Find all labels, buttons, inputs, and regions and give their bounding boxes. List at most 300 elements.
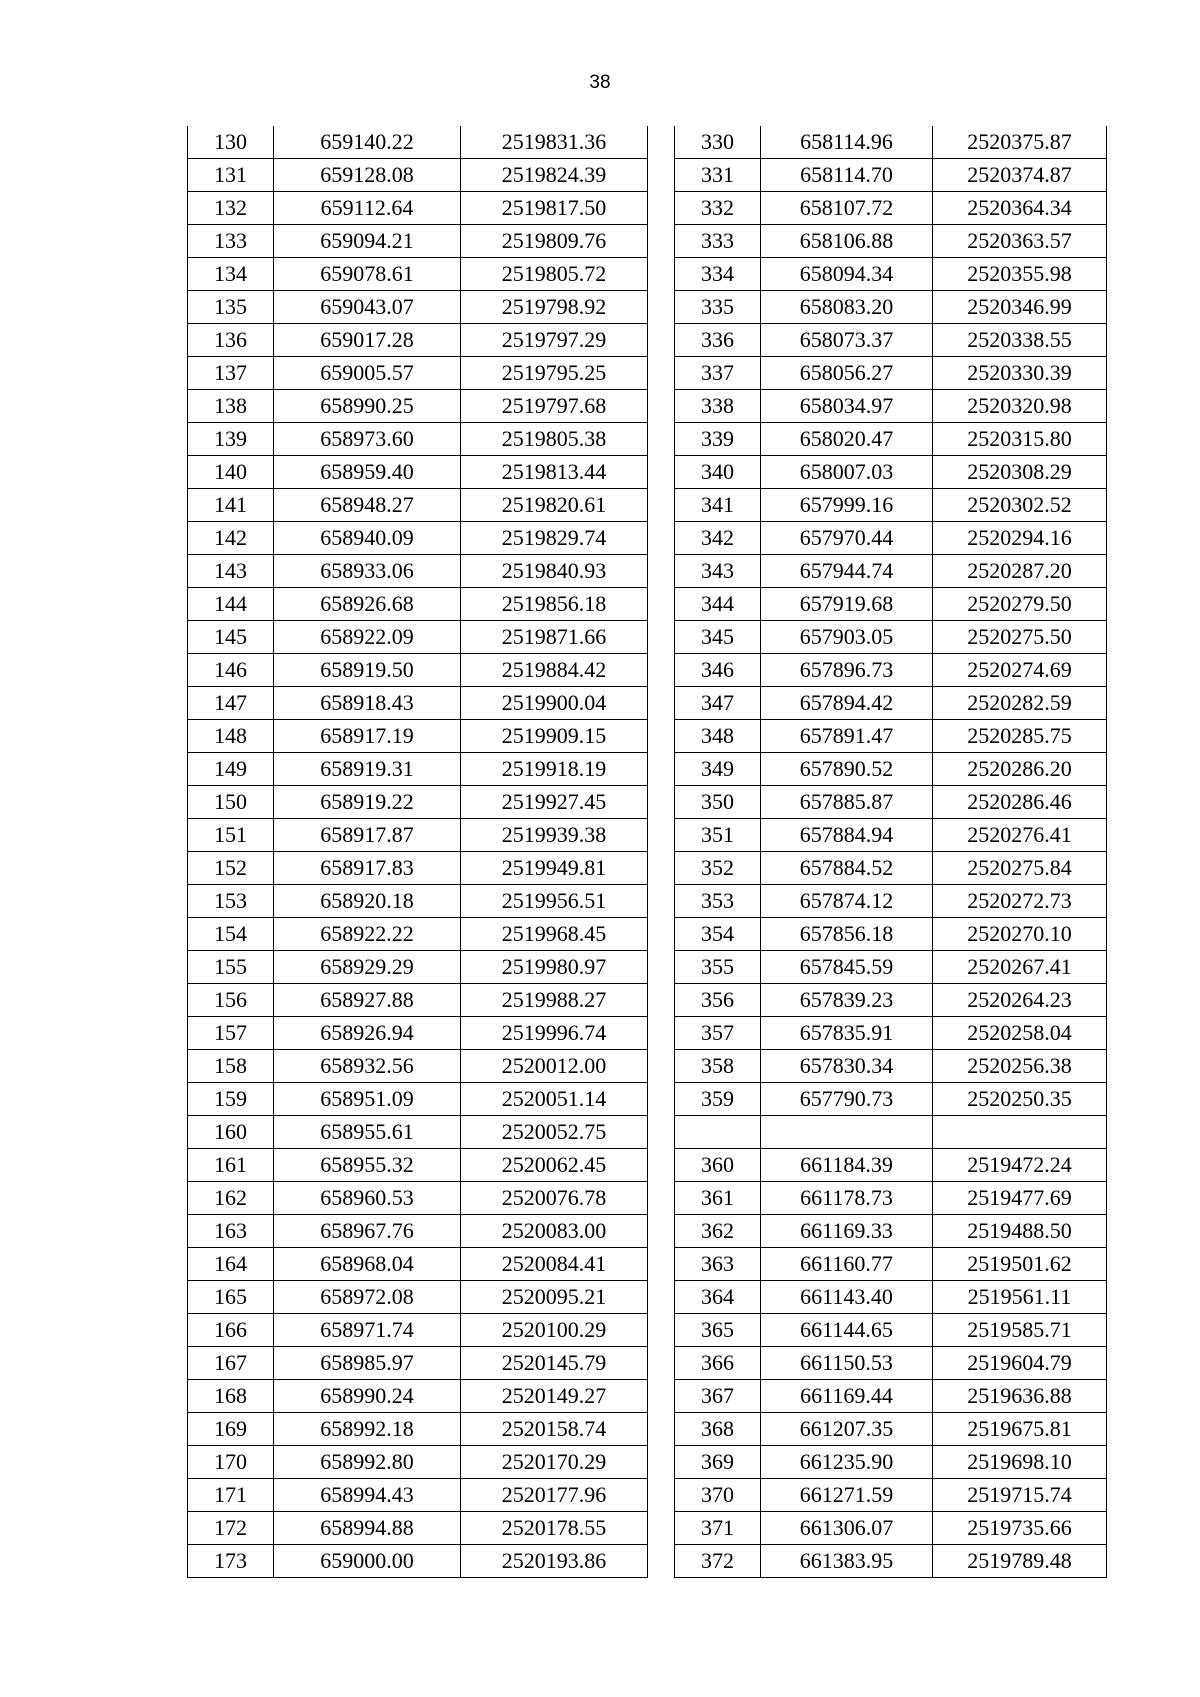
point-number-cell: 337	[675, 357, 761, 390]
y-coordinate-cell: 2520279.50	[933, 588, 1107, 621]
y-coordinate-cell	[933, 1116, 1107, 1149]
table-row	[675, 522, 1107, 555]
x-coordinate-cell: 661144.65	[761, 1314, 933, 1347]
y-coordinate-cell: 2519909.15	[461, 720, 648, 753]
y-coordinate-cell: 2519797.68	[461, 390, 648, 423]
x-coordinate-cell: 658955.32	[274, 1149, 461, 1182]
x-coordinate-cell: 658917.87	[274, 819, 461, 852]
y-coordinate-cell: 2520308.29	[933, 456, 1107, 489]
x-coordinate-cell: 658959.40	[274, 456, 461, 489]
x-coordinate-cell: 661306.07	[761, 1512, 933, 1545]
y-coordinate-cell: 2520315.80	[933, 423, 1107, 456]
x-coordinate-cell: 658926.68	[274, 588, 461, 621]
point-number-cell: 157	[188, 1017, 274, 1050]
table-row	[675, 1347, 1107, 1380]
point-number-cell: 330	[675, 126, 761, 159]
x-coordinate-cell: 659140.22	[274, 126, 461, 159]
coordinate-table-right	[674, 126, 1107, 1578]
x-coordinate-cell: 659017.28	[274, 324, 461, 357]
y-coordinate-cell: 2519871.66	[461, 621, 648, 654]
point-number-cell	[675, 1116, 761, 1149]
point-number-cell: 130	[188, 126, 274, 159]
y-coordinate-cell: 2519996.74	[461, 1017, 648, 1050]
table-row	[188, 258, 648, 291]
table-row	[188, 819, 648, 852]
point-number-cell: 137	[188, 357, 274, 390]
table-row	[188, 1050, 648, 1083]
y-coordinate-cell: 2519698.10	[933, 1446, 1107, 1479]
point-number-cell: 364	[675, 1281, 761, 1314]
y-coordinate-cell: 2519488.50	[933, 1215, 1107, 1248]
y-coordinate-cell: 2520302.52	[933, 489, 1107, 522]
point-number-cell: 173	[188, 1545, 274, 1578]
point-number-cell: 344	[675, 588, 761, 621]
x-coordinate-cell: 658919.31	[274, 753, 461, 786]
point-number-cell: 350	[675, 786, 761, 819]
y-coordinate-cell: 2520256.38	[933, 1050, 1107, 1083]
point-number-cell: 340	[675, 456, 761, 489]
y-coordinate-cell: 2520267.41	[933, 951, 1107, 984]
point-number-cell: 361	[675, 1182, 761, 1215]
table-row	[675, 1116, 1107, 1149]
point-number-cell: 354	[675, 918, 761, 951]
y-coordinate-cell: 2520076.78	[461, 1182, 648, 1215]
y-coordinate-cell: 2520149.27	[461, 1380, 648, 1413]
table-row	[188, 1215, 648, 1248]
y-coordinate-cell: 2519805.38	[461, 423, 648, 456]
x-coordinate-cell: 658106.88	[761, 225, 933, 258]
y-coordinate-cell: 2520270.10	[933, 918, 1107, 951]
table-row	[188, 192, 648, 225]
point-number-cell: 172	[188, 1512, 274, 1545]
point-number-cell: 165	[188, 1281, 274, 1314]
table-row	[675, 159, 1107, 192]
point-number-cell: 348	[675, 720, 761, 753]
point-number-cell: 136	[188, 324, 274, 357]
y-coordinate-cell: 2520274.69	[933, 654, 1107, 687]
x-coordinate-cell: 658973.60	[274, 423, 461, 456]
y-coordinate-cell: 2519820.61	[461, 489, 648, 522]
table-row	[188, 885, 648, 918]
point-number-cell: 367	[675, 1380, 761, 1413]
point-number-cell: 360	[675, 1149, 761, 1182]
x-coordinate-cell: 659128.08	[274, 159, 461, 192]
point-number-cell: 134	[188, 258, 274, 291]
x-coordinate-cell: 658948.27	[274, 489, 461, 522]
point-number-cell: 169	[188, 1413, 274, 1446]
y-coordinate-cell: 2520100.29	[461, 1314, 648, 1347]
y-coordinate-cell: 2520145.79	[461, 1347, 648, 1380]
x-coordinate-cell: 657845.59	[761, 951, 933, 984]
x-coordinate-cell	[761, 1116, 933, 1149]
x-coordinate-cell: 659005.57	[274, 357, 461, 390]
table-row	[188, 852, 648, 885]
table-row	[675, 555, 1107, 588]
table-row	[188, 1182, 648, 1215]
y-coordinate-cell: 2519789.48	[933, 1545, 1107, 1578]
x-coordinate-cell: 661169.33	[761, 1215, 933, 1248]
table-row	[675, 225, 1107, 258]
table-row	[675, 1149, 1107, 1182]
y-coordinate-cell: 2520346.99	[933, 291, 1107, 324]
table-row	[675, 291, 1107, 324]
point-number-cell: 368	[675, 1413, 761, 1446]
y-coordinate-cell: 2519918.19	[461, 753, 648, 786]
point-number-cell: 143	[188, 555, 274, 588]
y-coordinate-cell: 2520286.46	[933, 786, 1107, 819]
table-row	[675, 423, 1107, 456]
point-number-cell: 139	[188, 423, 274, 456]
x-coordinate-cell: 658967.76	[274, 1215, 461, 1248]
point-number-cell: 338	[675, 390, 761, 423]
point-number-cell: 148	[188, 720, 274, 753]
y-coordinate-cell: 2520177.96	[461, 1479, 648, 1512]
y-coordinate-cell: 2520258.04	[933, 1017, 1107, 1050]
point-number-cell: 164	[188, 1248, 274, 1281]
point-number-cell: 135	[188, 291, 274, 324]
table-row	[188, 522, 648, 555]
y-coordinate-cell: 2519949.81	[461, 852, 648, 885]
x-coordinate-cell: 661160.77	[761, 1248, 933, 1281]
y-coordinate-cell: 2520095.21	[461, 1281, 648, 1314]
y-coordinate-cell: 2520264.23	[933, 984, 1107, 1017]
point-number-cell: 335	[675, 291, 761, 324]
y-coordinate-cell: 2520276.41	[933, 819, 1107, 852]
point-number-cell: 331	[675, 159, 761, 192]
point-number-cell: 346	[675, 654, 761, 687]
y-coordinate-cell: 2520170.29	[461, 1446, 648, 1479]
y-coordinate-cell: 2520338.55	[933, 324, 1107, 357]
point-number-cell: 168	[188, 1380, 274, 1413]
table-row	[188, 1314, 648, 1347]
x-coordinate-cell: 661235.90	[761, 1446, 933, 1479]
table-row	[675, 192, 1107, 225]
page-number: 38	[589, 72, 611, 93]
x-coordinate-cell: 658990.24	[274, 1380, 461, 1413]
table-row	[675, 489, 1107, 522]
x-coordinate-cell: 658951.09	[274, 1083, 461, 1116]
y-coordinate-cell: 2520052.75	[461, 1116, 648, 1149]
table-row	[188, 390, 648, 423]
x-coordinate-cell: 661271.59	[761, 1479, 933, 1512]
table-row	[675, 885, 1107, 918]
table-row	[188, 621, 648, 654]
table-row	[188, 1479, 648, 1512]
x-coordinate-cell: 658919.22	[274, 786, 461, 819]
x-coordinate-cell: 659078.61	[274, 258, 461, 291]
point-number-cell: 334	[675, 258, 761, 291]
y-coordinate-cell: 2519798.92	[461, 291, 648, 324]
point-number-cell: 149	[188, 753, 274, 786]
point-number-cell: 333	[675, 225, 761, 258]
y-coordinate-cell: 2520158.74	[461, 1413, 648, 1446]
table-row	[188, 423, 648, 456]
x-coordinate-cell: 657944.74	[761, 555, 933, 588]
point-number-cell: 141	[188, 489, 274, 522]
y-coordinate-cell: 2520330.39	[933, 357, 1107, 390]
table-row	[188, 456, 648, 489]
table-row	[675, 357, 1107, 390]
point-number-cell: 342	[675, 522, 761, 555]
x-coordinate-cell: 658992.80	[274, 1446, 461, 1479]
table-row	[188, 1248, 648, 1281]
x-coordinate-cell: 658955.61	[274, 1116, 461, 1149]
y-coordinate-cell: 2520012.00	[461, 1050, 648, 1083]
table-row	[675, 951, 1107, 984]
x-coordinate-cell: 658990.25	[274, 390, 461, 423]
point-number-cell: 158	[188, 1050, 274, 1083]
table-row	[188, 1413, 648, 1446]
table-row	[188, 786, 648, 819]
x-coordinate-cell: 658932.56	[274, 1050, 461, 1083]
x-coordinate-cell: 658020.47	[761, 423, 933, 456]
x-coordinate-cell: 657874.12	[761, 885, 933, 918]
table-row	[188, 357, 648, 390]
point-number-cell: 132	[188, 192, 274, 225]
point-number-cell: 347	[675, 687, 761, 720]
table-row	[188, 291, 648, 324]
y-coordinate-cell: 2520363.57	[933, 225, 1107, 258]
x-coordinate-cell: 657830.34	[761, 1050, 933, 1083]
point-number-cell: 357	[675, 1017, 761, 1050]
y-coordinate-cell: 2519817.50	[461, 192, 648, 225]
table-row	[675, 621, 1107, 654]
table-row	[675, 1479, 1107, 1512]
y-coordinate-cell: 2519715.74	[933, 1479, 1107, 1512]
table-row	[675, 588, 1107, 621]
table-row	[188, 1083, 648, 1116]
x-coordinate-cell: 661169.44	[761, 1380, 933, 1413]
point-number-cell: 145	[188, 621, 274, 654]
y-coordinate-cell: 2519980.97	[461, 951, 648, 984]
x-coordinate-cell: 659094.21	[274, 225, 461, 258]
y-coordinate-cell: 2519939.38	[461, 819, 648, 852]
coordinate-table-left	[187, 126, 648, 1578]
y-coordinate-cell: 2519797.29	[461, 324, 648, 357]
point-number-cell: 370	[675, 1479, 761, 1512]
point-number-cell: 156	[188, 984, 274, 1017]
point-number-cell: 155	[188, 951, 274, 984]
point-number-cell: 359	[675, 1083, 761, 1116]
table-row	[675, 984, 1107, 1017]
table-row	[675, 852, 1107, 885]
x-coordinate-cell: 657891.47	[761, 720, 933, 753]
x-coordinate-cell: 658114.96	[761, 126, 933, 159]
point-number-cell: 147	[188, 687, 274, 720]
point-number-cell: 358	[675, 1050, 761, 1083]
y-coordinate-cell: 2519956.51	[461, 885, 648, 918]
y-coordinate-cell: 2520282.59	[933, 687, 1107, 720]
table-row	[188, 324, 648, 357]
table-row	[675, 819, 1107, 852]
table-row	[675, 1017, 1107, 1050]
x-coordinate-cell: 657885.87	[761, 786, 933, 819]
x-coordinate-cell: 657970.44	[761, 522, 933, 555]
x-coordinate-cell: 658922.22	[274, 918, 461, 951]
point-number-cell: 161	[188, 1149, 274, 1182]
x-coordinate-cell: 658094.34	[761, 258, 933, 291]
x-coordinate-cell: 661207.35	[761, 1413, 933, 1446]
table-row	[188, 1347, 648, 1380]
y-coordinate-cell: 2519988.27	[461, 984, 648, 1017]
table-row	[188, 159, 648, 192]
y-coordinate-cell: 2520294.16	[933, 522, 1107, 555]
y-coordinate-cell: 2519831.36	[461, 126, 648, 159]
table-row	[188, 918, 648, 951]
point-number-cell: 351	[675, 819, 761, 852]
y-coordinate-cell: 2519561.11	[933, 1281, 1107, 1314]
y-coordinate-cell: 2519675.81	[933, 1413, 1107, 1446]
y-coordinate-cell: 2519900.04	[461, 687, 648, 720]
y-coordinate-cell: 2519604.79	[933, 1347, 1107, 1380]
x-coordinate-cell: 658918.43	[274, 687, 461, 720]
x-coordinate-cell: 658917.83	[274, 852, 461, 885]
point-number-cell: 341	[675, 489, 761, 522]
x-coordinate-cell: 658073.37	[761, 324, 933, 357]
point-number-cell: 138	[188, 390, 274, 423]
y-coordinate-cell: 2519501.62	[933, 1248, 1107, 1281]
x-coordinate-cell: 659043.07	[274, 291, 461, 324]
table-row	[188, 489, 648, 522]
point-number-cell: 153	[188, 885, 274, 918]
point-number-cell: 163	[188, 1215, 274, 1248]
y-coordinate-cell: 2520355.98	[933, 258, 1107, 291]
x-coordinate-cell: 657856.18	[761, 918, 933, 951]
x-coordinate-cell: 661143.40	[761, 1281, 933, 1314]
table-row	[675, 390, 1107, 423]
table-row	[188, 1545, 648, 1578]
x-coordinate-cell: 658933.06	[274, 555, 461, 588]
y-coordinate-cell: 2520320.98	[933, 390, 1107, 423]
table-row	[188, 1281, 648, 1314]
x-coordinate-cell: 658920.18	[274, 885, 461, 918]
y-coordinate-cell: 2519968.45	[461, 918, 648, 951]
point-number-cell: 166	[188, 1314, 274, 1347]
table-row	[188, 225, 648, 258]
x-coordinate-cell: 658107.72	[761, 192, 933, 225]
y-coordinate-cell: 2520178.55	[461, 1512, 648, 1545]
table-row	[675, 1380, 1107, 1413]
x-coordinate-cell: 657884.94	[761, 819, 933, 852]
x-coordinate-cell: 658083.20	[761, 291, 933, 324]
x-coordinate-cell: 658056.27	[761, 357, 933, 390]
table-row	[188, 126, 648, 159]
y-coordinate-cell: 2520374.87	[933, 159, 1107, 192]
x-coordinate-cell: 657896.73	[761, 654, 933, 687]
point-number-cell: 162	[188, 1182, 274, 1215]
table-row	[188, 1512, 648, 1545]
table-row	[675, 1446, 1107, 1479]
x-coordinate-cell: 658926.94	[274, 1017, 461, 1050]
table-row	[675, 720, 1107, 753]
table-row	[675, 1281, 1107, 1314]
x-coordinate-cell: 658007.03	[761, 456, 933, 489]
y-coordinate-cell: 2520250.35	[933, 1083, 1107, 1116]
point-number-cell: 369	[675, 1446, 761, 1479]
y-coordinate-cell: 2519813.44	[461, 456, 648, 489]
x-coordinate-cell: 658985.97	[274, 1347, 461, 1380]
y-coordinate-cell: 2519829.74	[461, 522, 648, 555]
x-coordinate-cell: 658992.18	[274, 1413, 461, 1446]
y-coordinate-cell: 2519824.39	[461, 159, 648, 192]
x-coordinate-cell: 661383.95	[761, 1545, 933, 1578]
point-number-cell: 366	[675, 1347, 761, 1380]
table-row	[675, 1182, 1107, 1215]
table-row	[675, 1083, 1107, 1116]
point-number-cell: 372	[675, 1545, 761, 1578]
x-coordinate-cell: 658114.70	[761, 159, 933, 192]
y-coordinate-cell: 2520083.00	[461, 1215, 648, 1248]
y-coordinate-cell: 2519856.18	[461, 588, 648, 621]
x-coordinate-cell: 661178.73	[761, 1182, 933, 1215]
table-row	[675, 654, 1107, 687]
point-number-cell: 144	[188, 588, 274, 621]
x-coordinate-cell: 659112.64	[274, 192, 461, 225]
table-row	[675, 1413, 1107, 1446]
x-coordinate-cell: 658927.88	[274, 984, 461, 1017]
table-row	[675, 258, 1107, 291]
y-coordinate-cell: 2520193.86	[461, 1545, 648, 1578]
point-number-cell: 170	[188, 1446, 274, 1479]
point-number-cell: 365	[675, 1314, 761, 1347]
point-number-cell: 152	[188, 852, 274, 885]
y-coordinate-cell: 2519805.72	[461, 258, 648, 291]
table-row	[675, 753, 1107, 786]
table-row	[675, 1215, 1107, 1248]
table-row	[188, 1116, 648, 1149]
x-coordinate-cell: 659000.00	[274, 1545, 461, 1578]
point-number-cell: 154	[188, 918, 274, 951]
table-row	[188, 555, 648, 588]
x-coordinate-cell: 658034.97	[761, 390, 933, 423]
x-coordinate-cell: 657919.68	[761, 588, 933, 621]
y-coordinate-cell: 2520275.50	[933, 621, 1107, 654]
x-coordinate-cell: 658968.04	[274, 1248, 461, 1281]
x-coordinate-cell: 658994.88	[274, 1512, 461, 1545]
table-row	[188, 1446, 648, 1479]
y-coordinate-cell: 2520286.20	[933, 753, 1107, 786]
x-coordinate-cell: 661184.39	[761, 1149, 933, 1182]
point-number-cell: 142	[188, 522, 274, 555]
x-coordinate-cell: 657999.16	[761, 489, 933, 522]
y-coordinate-cell: 2520375.87	[933, 126, 1107, 159]
table-row	[675, 786, 1107, 819]
y-coordinate-cell: 2519927.45	[461, 786, 648, 819]
y-coordinate-cell: 2519585.71	[933, 1314, 1107, 1347]
table-row	[675, 1248, 1107, 1281]
point-number-cell: 160	[188, 1116, 274, 1149]
x-coordinate-cell: 657835.91	[761, 1017, 933, 1050]
y-coordinate-cell: 2520084.41	[461, 1248, 648, 1281]
x-coordinate-cell: 661150.53	[761, 1347, 933, 1380]
point-number-cell: 343	[675, 555, 761, 588]
table-row	[188, 1149, 648, 1182]
x-coordinate-cell: 657839.23	[761, 984, 933, 1017]
point-number-cell: 371	[675, 1512, 761, 1545]
x-coordinate-cell: 658972.08	[274, 1281, 461, 1314]
table-row	[675, 1545, 1107, 1578]
point-number-cell: 355	[675, 951, 761, 984]
y-coordinate-cell: 2519840.93	[461, 555, 648, 588]
y-coordinate-cell: 2520285.75	[933, 720, 1107, 753]
y-coordinate-cell: 2519735.66	[933, 1512, 1107, 1545]
x-coordinate-cell: 658919.50	[274, 654, 461, 687]
y-coordinate-cell: 2519884.42	[461, 654, 648, 687]
point-number-cell: 345	[675, 621, 761, 654]
y-coordinate-cell: 2519472.24	[933, 1149, 1107, 1182]
x-coordinate-cell: 658994.43	[274, 1479, 461, 1512]
table-row	[188, 720, 648, 753]
